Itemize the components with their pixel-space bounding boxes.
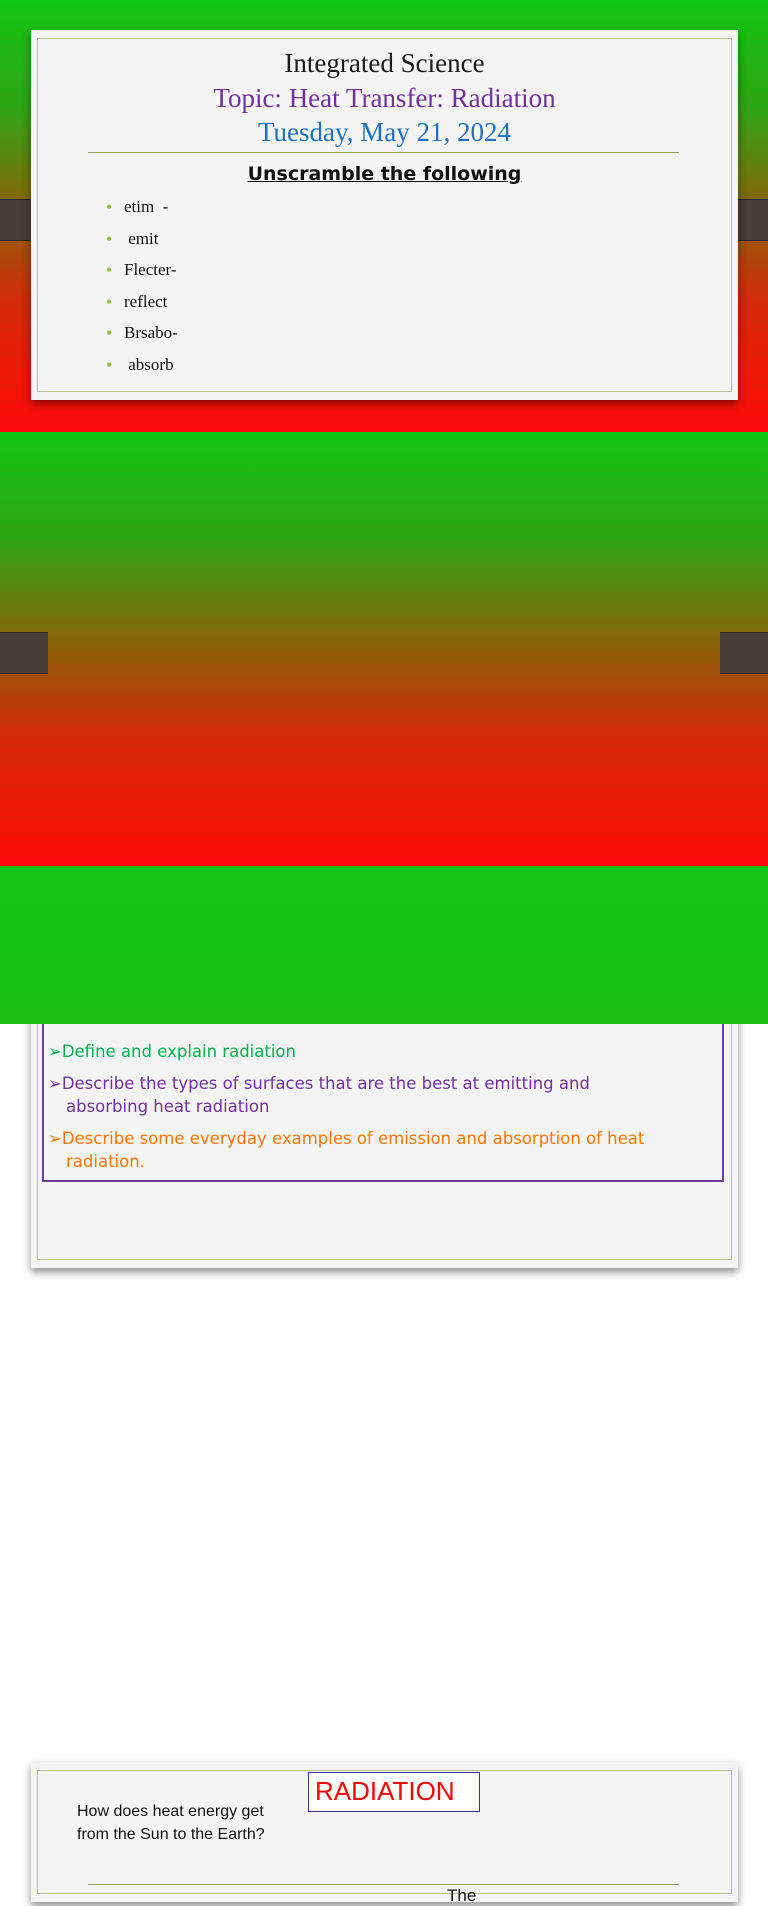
title-divider [88,152,679,153]
slide-1[interactable] [31,30,738,400]
list-item-text: absorb [124,354,174,374]
bullet-dot-icon: • [106,354,113,375]
criteria-item [48,1127,644,1150]
slide-3[interactable] [31,1762,738,1905]
bullet-dot-icon: • [106,291,113,312]
answer-box [308,1772,480,1812]
list-item [106,321,178,353]
left-slide-tab [0,632,48,674]
success-criteria-box [42,1003,724,1182]
arrow-right-icon: ➢ [48,1129,62,1148]
criteria-item [48,1040,296,1063]
slide-divider [88,1884,679,1885]
list-item-text: Flecter- [124,260,177,280]
criteria-text: Define and explain radiation [61,1042,296,1061]
arrow-right-icon: ➢ [48,1042,62,1061]
criteria-text: Describe some everyday examples of emission and absorption of heat [61,1129,645,1148]
list-item-text: Brsabo- [124,323,178,343]
list-item [106,290,178,322]
topic-title: Topic: Heat Transfer: Radiation [213,83,556,113]
slide-band-1 [0,0,768,432]
criteria-item [48,1072,590,1095]
question-text [77,1800,265,1846]
criteria-text: Describe the types of surfaces that are the best at emitting and [61,1074,590,1093]
list-item-text: emit [124,228,159,248]
right-slide-tab [720,632,768,674]
answer-text: RADIATION [315,1776,455,1806]
bullet-dot-icon: • [106,228,113,249]
arrow-right-icon: ➢ [48,1074,62,1093]
bullet-dot-icon: • [106,260,113,281]
list-item [106,353,178,385]
list-item [106,258,178,290]
subject-title: Integrated Science [284,48,485,78]
bullet-dot-icon: • [106,197,113,217]
list-item [106,195,178,227]
criteria-text-continued: absorbing heat radiation [66,1097,270,1116]
question-line: from the Sun to the Earth? [77,1826,265,1843]
lesson-date: Tuesday, May 21, 2024 [257,117,511,147]
partial-text: The [447,1886,477,1905]
unscramble-heading: Unscramble the following [247,163,522,185]
list-item-text: etim - [124,197,169,216]
list-item [106,227,178,259]
list-item-text: reflect [124,291,168,311]
bullet-dot-icon: • [106,323,113,344]
slide-band-2 [0,432,768,1171]
question-line: How does heat energy get [77,1803,264,1820]
word-list [106,195,178,385]
criteria-text-continued: radiation. [66,1152,145,1171]
